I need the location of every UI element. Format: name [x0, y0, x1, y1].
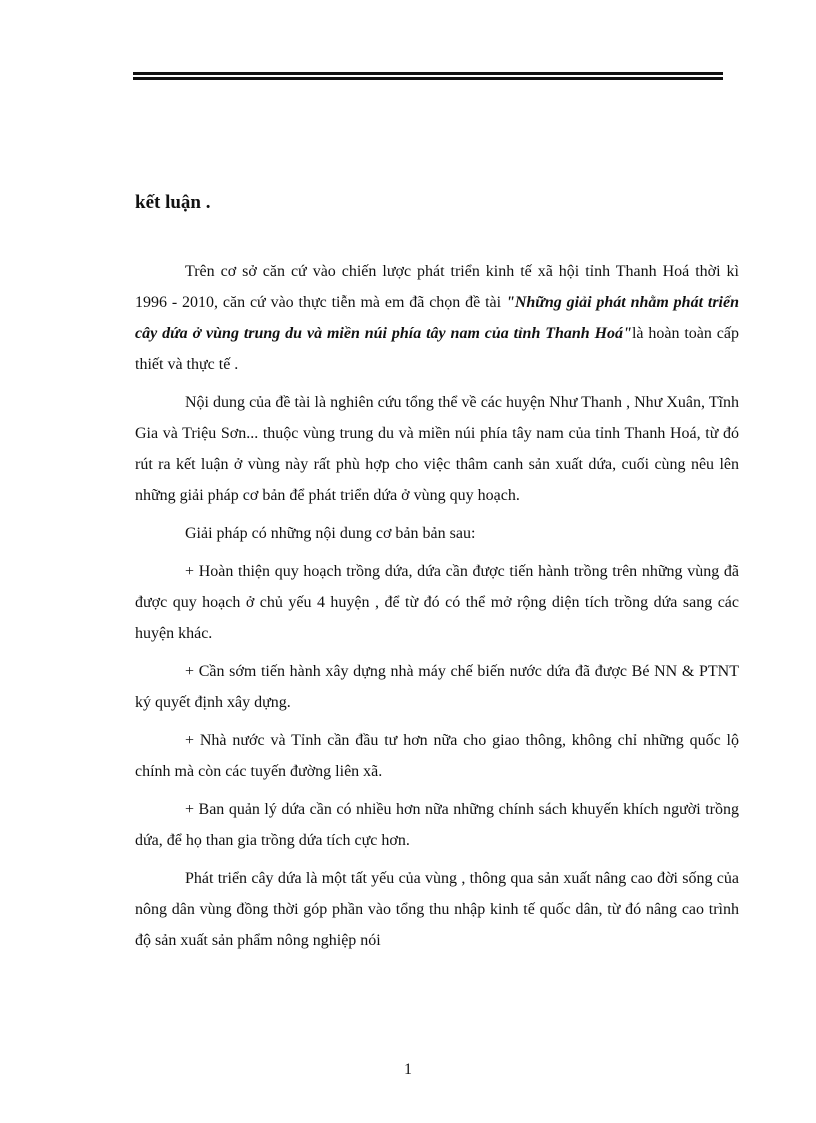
solution-item-policy: + Ban quản lý dứa cần có nhiều hơn nữa những chính sách khuyến khích người trồng dứa, để họ than gia trồng dứa tích cực hơn.: [135, 801, 739, 849]
paragraph-solutions-lead: Giải pháp có những nội dung cơ bản bản sau:: [185, 525, 476, 542]
paragraph-conclusion: Phát triển cây dứa là một tất yếu của vùng , thông qua sản xuất nâng cao đời sống của nông dân vùng đồng thời góp phần vào tổng thu nhập kinh tế quốc dân, từ đó nâng cao trình độ sản xuất sản phẩm nông nghiệp nói: [135, 870, 739, 949]
paragraph-intro: [135, 256, 739, 380]
paragraph-scope: Nội dung của đề tài là nghiên cứu tổng thể về các huyện Như Thanh , Như Xuân, Tĩnh Gia và Triệu Sơn... thuộc vùng trung du và miền núi phía tây nam của tỉnh Thanh Hoá, từ đó rút ra kết luận ở vùng này rất phù hợp cho việc thâm canh sản xuất dứa, cuối cùng nêu lên những giải pháp cơ bản để phát triển dứa ở vùng quy hoạch.: [135, 394, 739, 504]
page-number: 1: [404, 1061, 412, 1078]
solution-item-transport: + Nhà nước và Tỉnh cần đầu tư hơn nữa cho giao thông, không chỉ những quốc lộ chính mà còn các tuyến đường liên xã.: [135, 732, 739, 780]
body-text: [135, 256, 739, 963]
intro-text-end: là hoàn toàn cấp thiết và thực tế .: [135, 325, 740, 373]
intro-text: Trên cơ sở căn cứ vào chiến lược phát triển kinh tế xã hội tỉnh Thanh Hoá thời kì 1996 - 2010, căn cứ vào thực tiễn mà em đã chọn đề tài: [135, 263, 739, 311]
header-rule: [133, 72, 723, 80]
section-heading: kết luận .: [135, 192, 211, 213]
solution-item-factory: + Cần sớm tiến hành xây dựng nhà máy chế biến nước dứa đã được Bé NN & PTNT ký quyết định xây dựng.: [135, 663, 739, 711]
solution-item-planning: + Hoàn thiện quy hoạch trồng dứa, dứa cần được tiến hành trồng trên những vùng đã được quy hoạch ở chủ yếu 4 huyện , để từ đó có thể mở rộng diện tích trồng dứa sang các huyện khác.: [135, 563, 739, 642]
thesis-title: "Những giải phát nhằm phát triển cây dứa ở vùng trung du và miền núi phía tây nam của tỉnh Thanh Hoá": [135, 294, 739, 342]
